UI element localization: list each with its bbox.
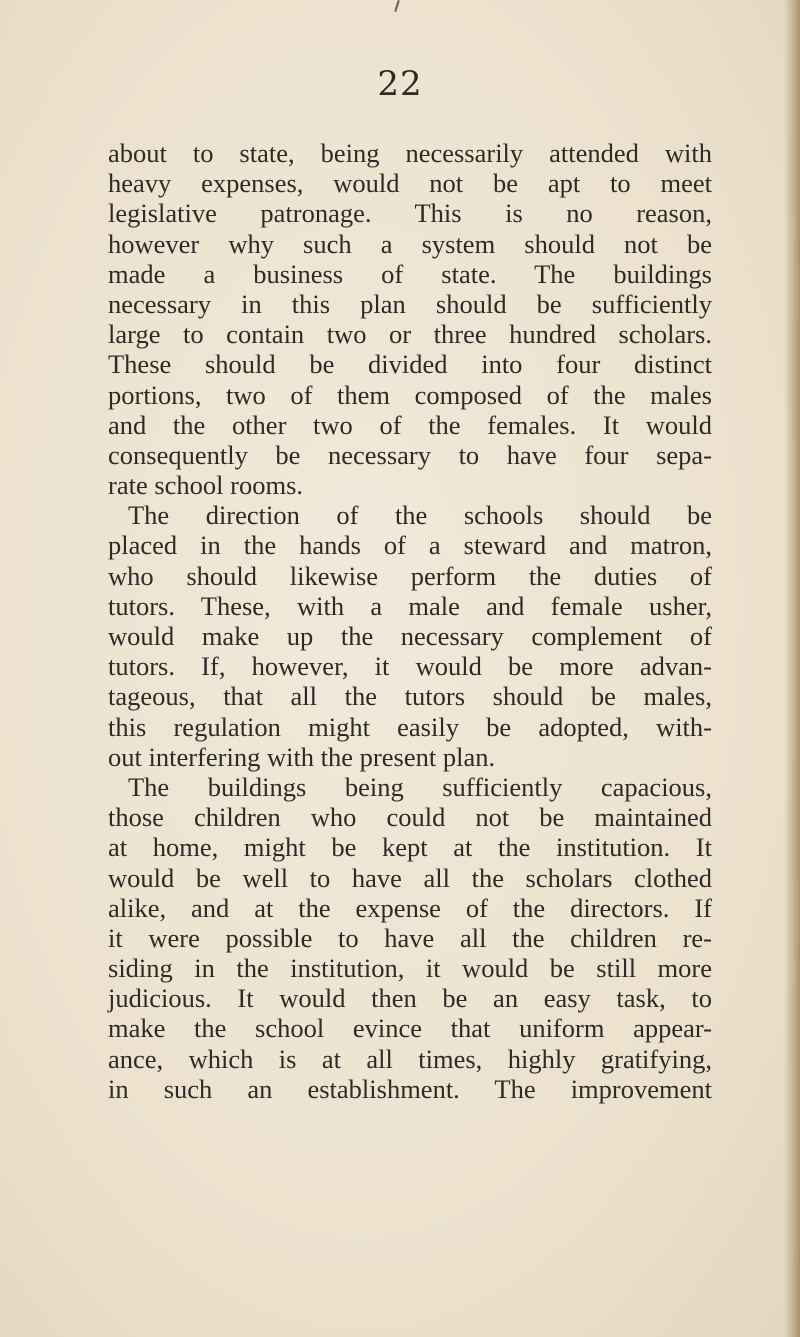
- page-number: 22: [377, 64, 423, 104]
- ink-mark: [394, 0, 400, 12]
- page-edge-shadow: [784, 0, 800, 1337]
- text-line: in such an establishment. The improvement: [108, 1073, 712, 1104]
- text-line: portions, two of them composed of the males: [108, 379, 712, 410]
- text-line: ance, which is at all times, highly gratifying,: [108, 1043, 712, 1074]
- text-line: rate school rooms.: [108, 470, 304, 501]
- text-line: These should be divided into four distinct: [108, 349, 712, 380]
- text-line: The direction of the schools should be: [128, 500, 712, 531]
- text-line: siding in the institution, it would be still more: [108, 953, 712, 984]
- body-text: [108, 138, 712, 1104]
- text-line: legislative patronage. This is no reason,: [108, 198, 712, 229]
- text-line: about to state, being necessarily attended with: [108, 138, 712, 168]
- text-line: tutors. These, with a male and female usher,: [108, 590, 712, 621]
- text-line: make the school evince that uniform appear-: [108, 1013, 712, 1044]
- text-line: would make up the necessary complement of: [108, 621, 712, 651]
- text-line: those children who could not be maintained: [108, 802, 712, 833]
- text-line: alike, and at the expense of the directors. If: [108, 892, 712, 923]
- text-line: tutors. If, however, it would be more advan-: [108, 651, 712, 682]
- text-line: at home, might be kept at the institution. It: [108, 832, 712, 863]
- text-line: and the other two of the females. It would: [108, 409, 712, 440]
- text-line: judicious. It would then be an easy task, to: [108, 983, 712, 1014]
- text-line: however why such a system should not be: [108, 228, 712, 259]
- text-line: would be well to have all the scholars clothed: [108, 862, 712, 893]
- text-line: who should likewise perform the duties of: [108, 560, 712, 591]
- text-line: The buildings being sufficiently capacious,: [128, 771, 712, 802]
- text-line: heavy expenses, would not be apt to meet: [108, 168, 712, 199]
- text-line: necessary in this plan should be sufficiently: [108, 288, 712, 319]
- text-line: made a business of state. The buildings: [108, 258, 712, 289]
- text-line: it were possible to have all the children re-: [108, 922, 712, 953]
- text-line: tageous, that all the tutors should be males,: [108, 681, 712, 712]
- text-line: large to contain two or three hundred scholars.: [108, 319, 712, 350]
- text-line: this regulation might easily be adopted, with-: [108, 711, 712, 742]
- text-line: consequently be necessary to have four sepa-: [108, 439, 712, 470]
- text-line: out interfering with the present plan.: [108, 741, 496, 772]
- text-line: placed in the hands of a steward and matron,: [108, 530, 712, 561]
